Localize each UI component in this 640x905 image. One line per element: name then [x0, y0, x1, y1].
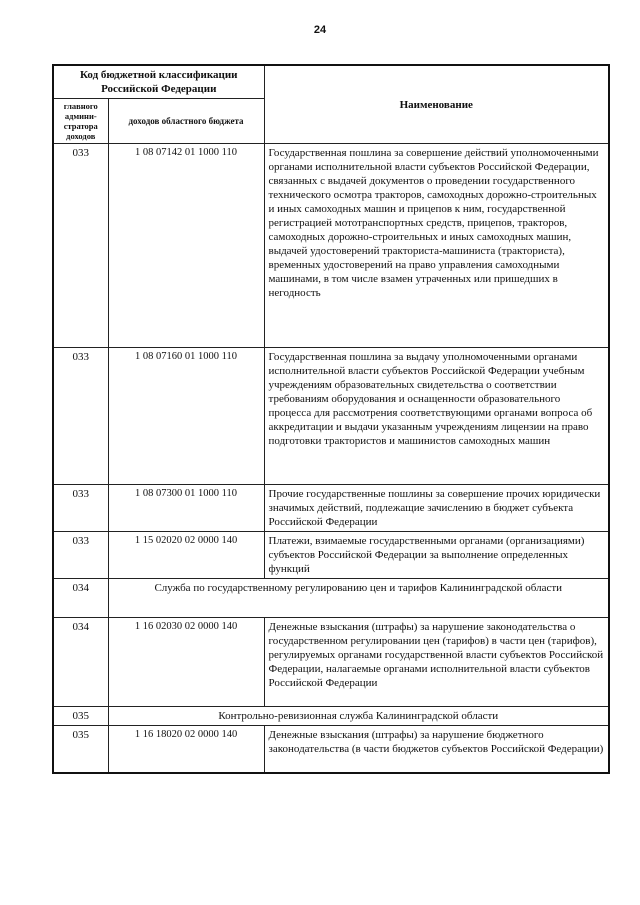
header-classification-code: Код бюджетной классификации Российской Федерации: [53, 65, 264, 99]
header-admin-code: главного админи-стратора доходов: [53, 99, 108, 144]
section-code-cell: 035: [53, 707, 108, 726]
table-row: [53, 485, 609, 532]
admin-code-cell: 033: [53, 144, 108, 348]
section-row-034: [53, 579, 609, 618]
income-code-cell: 1 16 18020 02 0000 140: [108, 726, 264, 774]
table-row: [53, 348, 609, 485]
budget-classification-table: [52, 64, 610, 774]
admin-code-cell: 033: [53, 348, 108, 485]
admin-code-cell: 033: [53, 532, 108, 579]
table-row: [53, 144, 609, 348]
name-cell: Государственная пошлина за выдачу уполномоченными органами исполнительной власти субъектов Российской Федерации учебным учреждениям образовательных свидетельства о соответствии требованиям оборудования и оснащенности образовательного процесса для рассмотрения соответствующими органами вопроса об аккредитации и выдачи указанным учреждениям лицензии на право подготовки трактористов и машинистов самоходных машин: [264, 348, 609, 485]
section-title-cell: Контрольно-ревизионная служба Калининградской области: [108, 707, 609, 726]
income-code-cell: 1 08 07300 01 1000 110: [108, 485, 264, 532]
admin-code-cell: 035: [53, 726, 108, 774]
page-number: 24: [313, 24, 327, 36]
table-row: [53, 618, 609, 707]
table-row: [53, 726, 609, 774]
section-row-035: [53, 707, 609, 726]
admin-code-cell: 033: [53, 485, 108, 532]
income-code-cell: 1 08 07142 01 1000 110: [108, 144, 264, 348]
name-cell: Государственная пошлина за совершение действий уполномоченными органами исполнительной власти субъектов Российской Федерации, связанных с выдачей документов о проведении государственного технического осмотра тракторов, самоходных дорожно-строительных и иных самоходных машин и прицепов к ним, государственной регистрацией мототранспортных средств, прицепов, тракторов, самоходных дорожно-строительных и иных самоходных машин, выдачей удостоверений тракториста-машиниста (тракториста), временных удостоверений на право управления самоходными машинами, в том числе взамен утраченных или пришедших в негодность: [264, 144, 609, 348]
name-cell: Денежные взыскания (штрафы) за нарушение законодательства о государственном регулировании цен (тарифов) в части цен (тарифов), регулируемых органами государственной власти субъектов Российской Федерации, налагаемые органами исполнительной власти субъектов Российской Федерации: [264, 618, 609, 707]
income-code-cell: 1 15 02020 02 0000 140: [108, 532, 264, 579]
header-income-code: доходов областного бюджета: [108, 99, 264, 144]
section-title-cell: Служба по государственному регулированию цен и тарифов Калининградской области: [108, 579, 609, 618]
admin-code-cell: 034: [53, 618, 108, 707]
income-code-cell: 1 08 07160 01 1000 110: [108, 348, 264, 485]
name-cell: Прочие государственные пошлины за совершение прочих юридически значимых действий, подлежащие зачислению в бюджет субъекта Российской Федерации: [264, 485, 609, 532]
header-name: Наименование: [264, 65, 609, 144]
table-row: [53, 532, 609, 579]
income-code-cell: 1 16 02030 02 0000 140: [108, 618, 264, 707]
section-code-cell: 034: [53, 579, 108, 618]
name-cell: Денежные взыскания (штрафы) за нарушение бюджетного законодательства (в части бюджетов субъектов Российской Федерации): [264, 726, 609, 774]
name-cell: Платежи, взимаемые государственными органами (организациями) субъектов Российской Федерации за выполнение определенных функций: [264, 532, 609, 579]
header-row-top: [53, 65, 609, 99]
